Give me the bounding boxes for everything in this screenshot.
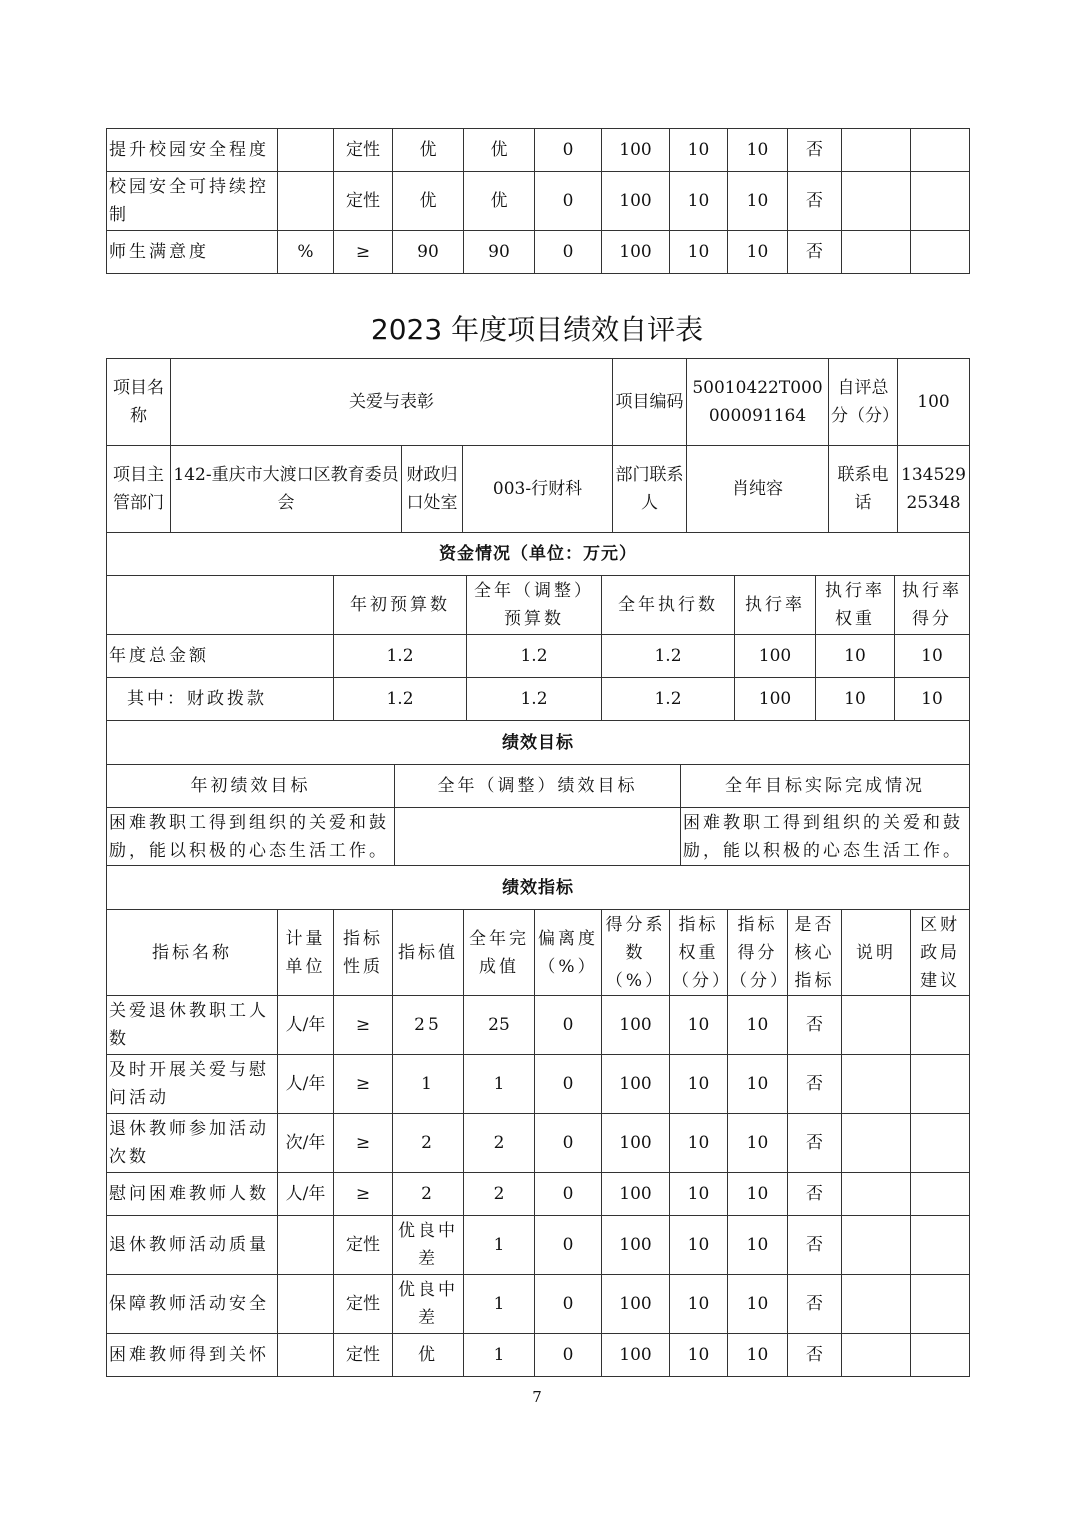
cell-unit: 人/年 [278,1173,334,1216]
cell-nature: ≥ [334,1055,393,1114]
project-name-label: 项目名称 [107,359,171,446]
cell-deviation: 0 [535,1114,602,1173]
indicator-header-cell: 偏离度（%） [535,910,602,996]
cell-core: 否 [788,1275,842,1334]
cell-nature: ≥ [334,996,393,1055]
table-row [107,129,970,172]
cell-name: 校园安全可持续控制 [107,172,278,231]
cell-core: 否 [788,1334,842,1377]
goal-actual: 困难教职工得到组织的关爱和鼓励，能以积极的心态生活工作。 [681,808,970,866]
cell-score: 10 [728,996,788,1055]
cell-deviation: 0 [535,172,602,231]
cell-actual: 90 [464,231,535,274]
cell-nature: ≥ [334,1173,393,1216]
table-row [107,996,970,1055]
indicators-section-title: 绩效指标 [107,866,970,910]
cell-advice [911,1334,970,1377]
dept: 142-重庆市大渡口区教育委员会 [171,446,402,533]
finance-office: 003-行财科 [463,446,613,533]
cell-unit: % [278,231,334,274]
funds-cell-rate: 100 [735,678,816,721]
cell-name: 关爱退休教职工人数 [107,996,278,1055]
indicator-header-cell: 指标名称 [107,910,278,996]
funds-cell-score: 10 [895,635,970,678]
cell-deviation: 0 [535,1216,602,1275]
cell-coef: 100 [602,996,670,1055]
cell-coef: 100 [602,231,670,274]
cell-note [842,129,911,172]
cell-note [842,1055,911,1114]
cell-score: 10 [728,1275,788,1334]
cell-note [842,1173,911,1216]
indicator-header-cell: 指标性质 [334,910,393,996]
phone: 13452925348 [898,446,970,533]
project-code-label: 项目编码 [613,359,687,446]
funds-cell-executed: 1.2 [602,678,735,721]
cell-coef: 100 [602,1114,670,1173]
finance-office-label: 财政归口处室 [402,446,463,533]
cell-target: 2 [393,1114,464,1173]
funds-header-cell: 执行率权重 [816,576,895,635]
funds-cell-adjusted: 1.2 [467,635,602,678]
indicator-header-cell: 全年完成值 [464,910,535,996]
cell-deviation: 0 [535,1334,602,1377]
funds-header-cell: 年初预算数 [334,576,467,635]
cell-unit [278,1334,334,1377]
cell-advice [911,1173,970,1216]
funds-header-cell [107,576,334,635]
cell-coef: 100 [602,1055,670,1114]
table-row [107,172,970,231]
cell-advice [911,129,970,172]
cell-score: 10 [728,172,788,231]
cell-nature: 定性 [334,172,393,231]
cell-core: 否 [788,1055,842,1114]
funds-header-cell: 执行率 [735,576,816,635]
cell-note [842,1334,911,1377]
funds-cell-label: 其中：财政拨款 [107,678,334,721]
cell-unit: 次/年 [278,1114,334,1173]
indicator-header-cell: 得分系数（%） [602,910,670,996]
cell-target: 优良中差 [393,1216,464,1275]
cell-score: 10 [728,1173,788,1216]
goals-header-adjusted: 全年（调整）绩效目标 [395,765,681,808]
funds-section-title: 资金情况（单位：万元） [107,533,970,576]
cell-deviation: 0 [535,1055,602,1114]
cell-name: 及时开展关爱与慰问活动 [107,1055,278,1114]
project-info-table [106,358,970,533]
cell-score: 10 [728,231,788,274]
funds-cell-weight: 10 [816,635,895,678]
goals-header-actual: 全年目标实际完成情况 [681,765,970,808]
funds-cell-label: 年度总金额 [107,635,334,678]
cell-name: 退休教师活动质量 [107,1216,278,1275]
cell-score: 10 [728,1114,788,1173]
cell-target: 2 [393,1173,464,1216]
indicator-header-cell: 是否核心指标 [788,910,842,996]
dept-label: 项目主管部门 [107,446,171,533]
cell-name: 保障教师活动安全 [107,1275,278,1334]
funds-cell-executed: 1.2 [602,635,735,678]
cell-unit [278,129,334,172]
table-row [107,1114,970,1173]
cell-core: 否 [788,996,842,1055]
cell-nature: ≥ [334,231,393,274]
cell-nature: 定性 [334,1334,393,1377]
cell-deviation: 0 [535,231,602,274]
cell-actual: 25 [464,996,535,1055]
previous-indicators-table [106,128,970,274]
cell-unit [278,172,334,231]
project-name: 关爱与表彰 [171,359,613,446]
phone-label: 联系电话 [829,446,898,533]
cell-weight: 10 [670,1216,728,1275]
self-score-label: 自评总分（分） [829,359,898,446]
cell-score: 10 [728,1216,788,1275]
cell-actual: 2 [464,1114,535,1173]
indicator-header-cell: 计量单位 [278,910,334,996]
contact: 肖纯容 [687,446,829,533]
cell-deviation: 0 [535,996,602,1055]
indicator-header-cell: 指标得分（分） [728,910,788,996]
cell-coef: 100 [602,1334,670,1377]
cell-weight: 10 [670,1334,728,1377]
cell-coef: 100 [602,1173,670,1216]
cell-name: 困难教师得到关怀 [107,1334,278,1377]
cell-core: 否 [788,231,842,274]
cell-name: 师生满意度 [107,231,278,274]
cell-note [842,996,911,1055]
table-row [107,1173,970,1216]
funds-cell-initial: 1.2 [334,678,467,721]
cell-nature: 定性 [334,129,393,172]
cell-coef: 100 [602,129,670,172]
cell-unit [278,1275,334,1334]
table-row [107,1334,970,1377]
cell-weight: 10 [670,129,728,172]
cell-note [842,172,911,231]
table-row [107,1216,970,1275]
cell-core: 否 [788,129,842,172]
cell-weight: 10 [670,1275,728,1334]
self-score: 100 [898,359,970,446]
cell-coef: 100 [602,1275,670,1334]
funds-cell-score: 10 [895,678,970,721]
cell-actual: 1 [464,1275,535,1334]
cell-core: 否 [788,1114,842,1173]
cell-target: 优 [393,129,464,172]
page-number: 7 [532,1388,542,1406]
cell-target: 优 [393,1334,464,1377]
funds-header-cell: 全年（调整）预算数 [467,576,602,635]
cell-nature: ≥ [334,1114,393,1173]
cell-actual: 1 [464,1334,535,1377]
cell-actual: 1 [464,1055,535,1114]
cell-weight: 10 [670,1055,728,1114]
cell-target: 优良中差 [393,1275,464,1334]
cell-note [842,1114,911,1173]
cell-name: 退休教师参加活动次数 [107,1114,278,1173]
funds-header-cell: 全年执行数 [602,576,735,635]
cell-advice [911,231,970,274]
cell-core: 否 [788,1216,842,1275]
cell-advice [911,996,970,1055]
table-row [107,1275,970,1334]
cell-target: 优 [393,172,464,231]
funds-cell-rate: 100 [735,635,816,678]
goal-initial: 困难教职工得到组织的关爱和鼓励，能以积极的心态生活工作。 [107,808,395,866]
indicator-header-cell: 说明 [842,910,911,996]
project-code: 50010422T000000091164 [687,359,829,446]
cell-weight: 10 [670,172,728,231]
page-title: 2023 年度项目绩效自评表 [370,313,704,346]
cell-core: 否 [788,1173,842,1216]
cell-advice [911,1216,970,1275]
indicator-header-cell: 指标权重（分） [670,910,728,996]
cell-unit: 人/年 [278,1055,334,1114]
goals-table [106,720,970,866]
cell-weight: 10 [670,231,728,274]
cell-actual: 优 [464,172,535,231]
cell-deviation: 0 [535,1275,602,1334]
cell-weight: 10 [670,1114,728,1173]
cell-actual: 优 [464,129,535,172]
funds-cell-initial: 1.2 [334,635,467,678]
table-row [107,635,970,678]
table-row [107,1055,970,1114]
cell-actual: 1 [464,1216,535,1275]
cell-weight: 10 [670,1173,728,1216]
funds-cell-weight: 10 [816,678,895,721]
cell-note [842,231,911,274]
cell-actual: 2 [464,1173,535,1216]
indicators-table [106,865,970,1377]
funds-table [106,532,970,721]
cell-weight: 10 [670,996,728,1055]
cell-unit [278,1216,334,1275]
cell-target: 1 [393,1055,464,1114]
funds-header-cell: 执行率得分 [895,576,970,635]
table-row [107,678,970,721]
cell-nature: 定性 [334,1216,393,1275]
cell-target: 25 [393,996,464,1055]
cell-score: 10 [728,1334,788,1377]
cell-note [842,1275,911,1334]
cell-advice [911,1275,970,1334]
goals-section-title: 绩效目标 [107,721,970,765]
goals-header-initial: 年初绩效目标 [107,765,395,808]
cell-coef: 100 [602,172,670,231]
cell-advice [911,172,970,231]
cell-core: 否 [788,172,842,231]
cell-score: 10 [728,129,788,172]
indicator-header-cell: 区财政局建议 [911,910,970,996]
table-row [107,231,970,274]
cell-advice [911,1114,970,1173]
cell-advice [911,1055,970,1114]
indicator-header-cell: 指标值 [393,910,464,996]
cell-name: 提升校园安全程度 [107,129,278,172]
cell-name: 慰问困难教师人数 [107,1173,278,1216]
cell-coef: 100 [602,1216,670,1275]
cell-note [842,1216,911,1275]
cell-target: 90 [393,231,464,274]
goal-adjusted [395,808,681,866]
funds-cell-adjusted: 1.2 [467,678,602,721]
cell-deviation: 0 [535,1173,602,1216]
contact-label: 部门联系人 [613,446,687,533]
cell-score: 10 [728,1055,788,1114]
cell-nature: 定性 [334,1275,393,1334]
cell-unit: 人/年 [278,996,334,1055]
cell-deviation: 0 [535,129,602,172]
